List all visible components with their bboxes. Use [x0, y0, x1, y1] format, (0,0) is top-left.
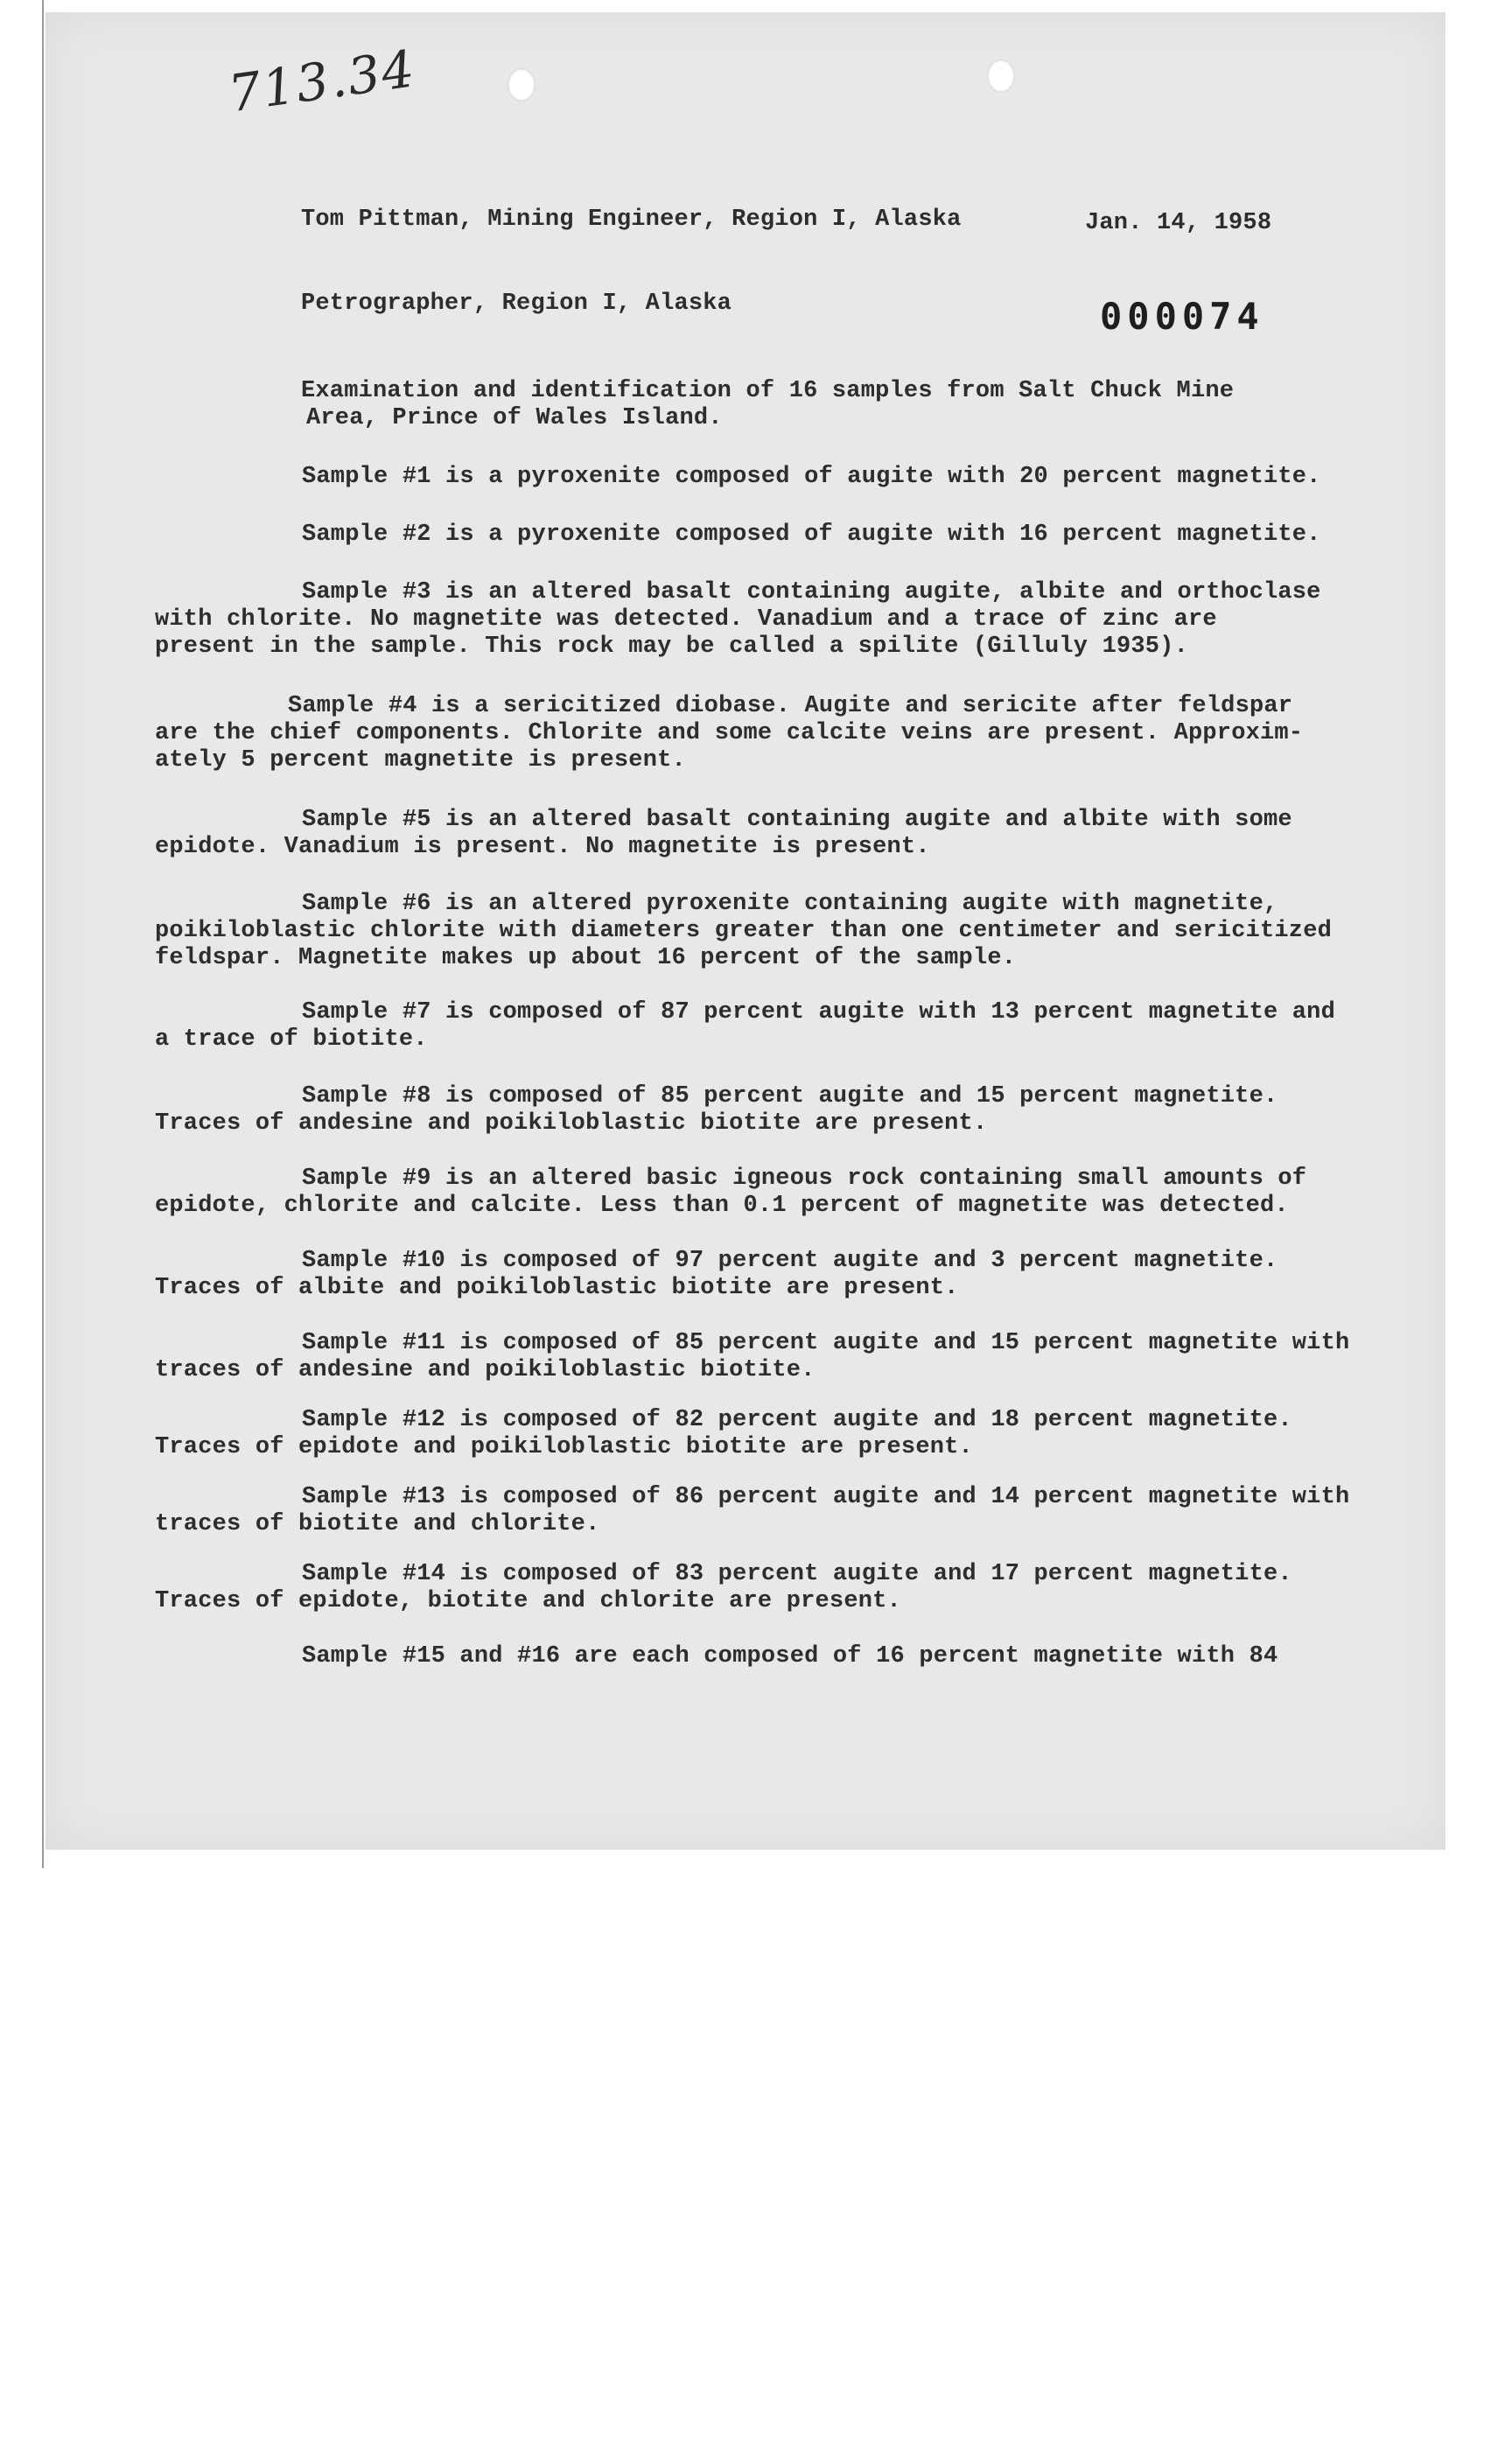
sample-paragraph-13 [155, 1484, 1415, 1538]
punch-hole-right [987, 60, 1015, 93]
paragraph-line: present in the sample. This rock may be called a spilite (Gilluly 1935). [155, 634, 1188, 660]
scan-edge-line [42, 0, 44, 1868]
sample-paragraph-4 [155, 693, 1415, 774]
punch-hole-left [508, 68, 536, 102]
paragraph-line: Sample #10 is composed of 97 percent augite and 3 percent magnetite. [302, 1248, 1278, 1274]
paragraph-line: Sample #1 is a pyroxenite composed of augite with 20 percent magnetite. [302, 464, 1321, 490]
sample-paragraph-15 [155, 1643, 1415, 1670]
sample-paragraph-5 [155, 807, 1415, 861]
paragraph-line: a trace of biotite. [155, 1026, 428, 1053]
sample-paragraph-8 [155, 1083, 1415, 1138]
paragraph-line: ately 5 percent magnetite is present. [155, 747, 686, 774]
paragraph-line: Sample #12 is composed of 82 percent augite and 18 percent magnetite. [302, 1407, 1292, 1433]
sample-paragraph-14 [155, 1561, 1415, 1615]
sample-paragraph-6 [155, 891, 1415, 972]
paragraph-line: Sample #14 is composed of 83 percent augite and 17 percent magnetite. [302, 1561, 1292, 1587]
paragraph-line: Sample #8 is composed of 85 percent augite and 15 percent magnetite. [302, 1083, 1278, 1110]
paragraph-line: Sample #5 is an altered basalt containing augite and albite with some [302, 807, 1292, 833]
paragraph-line: feldspar. Magnetite makes up about 16 percent of the sample. [155, 945, 1017, 971]
paragraph-line: poikiloblastic chlorite with diameters greater than one centimeter and sericitized [155, 918, 1333, 944]
paragraph-line: Traces of epidote and poikiloblastic biotite are present. [155, 1434, 973, 1460]
document-number: 000074 [1100, 295, 1264, 338]
sample-paragraph-3 [155, 579, 1415, 661]
paragraph-line: traces of biotite and chlorite. [155, 1511, 600, 1537]
paragraph-line: Traces of epidote, biotite and chlorite are present. [155, 1588, 901, 1614]
paragraph-line: epidote, chlorite and calcite. Less than 0.1 percent of magnetite was detected. [155, 1193, 1289, 1219]
paragraph-line: Sample #4 is a sericitized diobase. Augite and sericite after feldspar [288, 693, 1293, 719]
document-page [46, 12, 1446, 1850]
memo-subject [301, 378, 1234, 432]
paragraph-line: Sample #11 is composed of 85 percent augite and 15 percent magnetite with [302, 1330, 1350, 1356]
sample-paragraph-11 [155, 1330, 1415, 1384]
sample-paragraph-2 [155, 522, 1415, 549]
memo-to: Petrographer, Region I, Alaska [301, 290, 732, 317]
sample-paragraph-12 [155, 1407, 1415, 1461]
subject-line: Area, Prince of Wales Island. [306, 405, 723, 431]
paragraph-line: Sample #9 is an altered basic igneous rock containing small amounts of [302, 1166, 1307, 1192]
paragraph-line: are the chief components. Chlorite and some calcite veins are present. Approxim- [155, 720, 1304, 746]
paragraph-line: Sample #15 and #16 are each composed of 16 percent magnetite with 84 [302, 1643, 1278, 1670]
paragraph-line: Sample #13 is composed of 86 percent augite and 14 percent magnetite with [302, 1484, 1350, 1510]
sample-paragraph-10 [155, 1248, 1415, 1302]
paragraph-line: Sample #2 is a pyroxenite composed of augite with 16 percent magnetite. [302, 522, 1321, 548]
paragraph-line: Sample #6 is an altered pyroxenite containing augite with magnetite, [302, 891, 1278, 917]
paragraph-line: epidote. Vanadium is present. No magnetite is present. [155, 834, 930, 860]
handwritten-file-number: 713.34 [225, 38, 420, 124]
memo-date: Jan. 14, 1958 [1085, 210, 1272, 236]
paragraph-line: with chlorite. No magnetite was detected. Vanadium and a trace of zinc are [155, 606, 1217, 633]
paragraph-line: Traces of albite and poikiloblastic biotite are present. [155, 1275, 959, 1301]
paragraph-line: Sample #7 is composed of 87 percent augite with 13 percent magnetite and [302, 999, 1335, 1026]
paragraph-line: traces of andesine and poikiloblastic biotite. [155, 1357, 816, 1383]
sample-paragraph-1 [155, 464, 1415, 491]
sample-paragraph-7 [155, 999, 1415, 1054]
paragraph-line: Traces of andesine and poikiloblastic biotite are present. [155, 1110, 988, 1137]
memo-from: Tom Pittman, Mining Engineer, Region I, Alaska [301, 206, 962, 233]
subject-line: Examination and identification of 16 samples from Salt Chuck Mine [301, 378, 1235, 404]
sample-paragraph-9 [155, 1166, 1415, 1220]
paragraph-line: Sample #3 is an altered basalt containing augite, albite and orthoclase [302, 579, 1321, 606]
